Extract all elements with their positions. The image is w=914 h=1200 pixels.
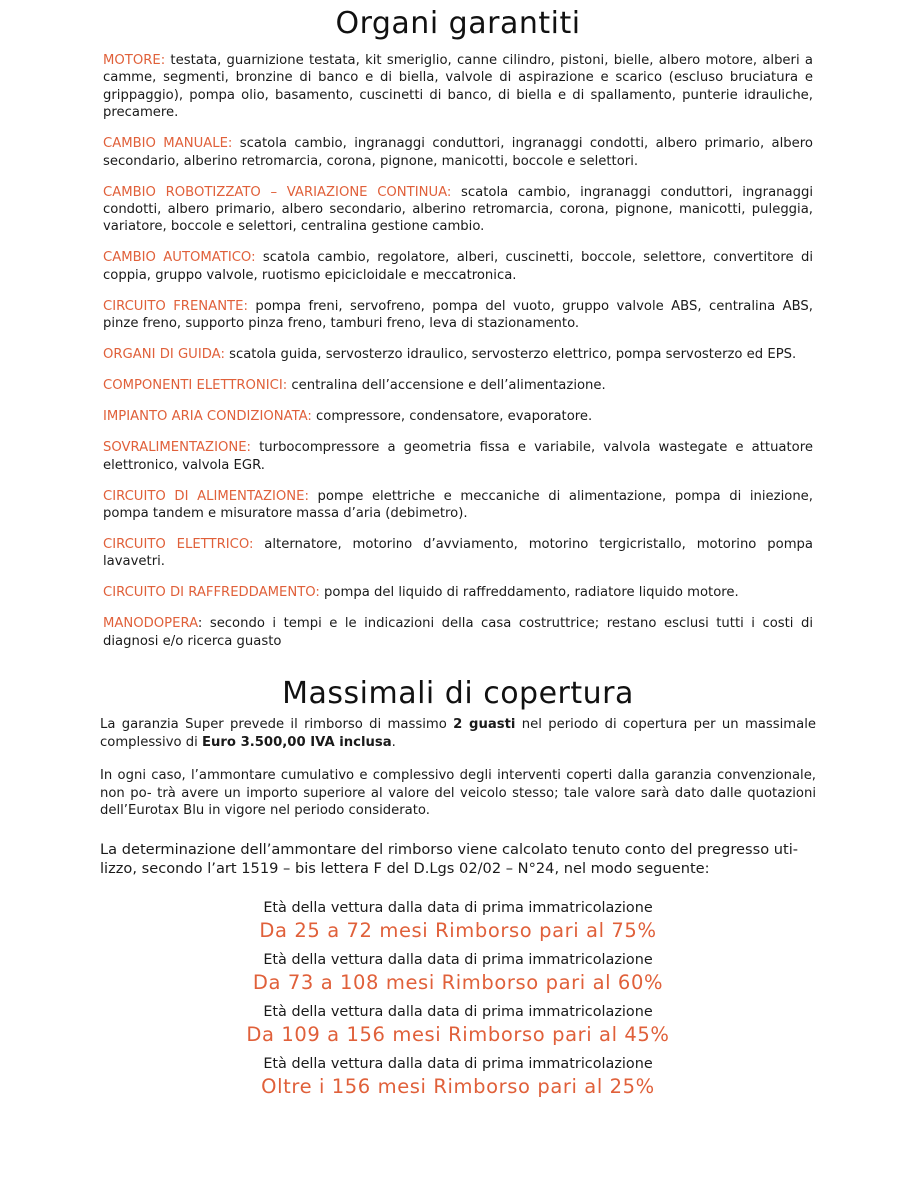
tier-value: Oltre i 156 mesi Rimborso pari al 25% (261, 1075, 655, 1099)
tier-value: Da 73 a 108 mesi Rimborso pari al 60% (252, 971, 664, 995)
section-text: scatola cambio, ingranaggi conduttori, ingranaggi condotti, albero primario, albero secondario, alberino retromarcia, corona, pignone, manicotti, puleggia, variatore, boccole e selettori, centralina gestione cambio. (103, 184, 814, 235)
tier-value: Da 25 a 72 mesi Rimborso pari al 75% (259, 919, 657, 943)
covered-section (103, 298, 813, 333)
section-label: ORGANI DI GUIDA: (103, 347, 225, 363)
tier-caption: Età della vettura dalla data di prima immatricolazione (263, 900, 653, 917)
refund-tier (103, 950, 813, 996)
refund-tiers (103, 898, 813, 1100)
refund-tier (103, 1054, 813, 1100)
section-text: scatola guida, servosterzo idraulico, servosterzo elettrico, pompa servosterzo ed EPS. (224, 347, 797, 363)
section-label: MOTORE: (103, 53, 166, 68)
covered-section (103, 377, 813, 394)
refund-tier (103, 898, 813, 944)
coverage-paragraph-1: La garanzia Super prevede il rimborso di massimo 2 guasti nel periodo di copertura per un massimale complessivo di Euro 3.500,00 IVA inclusa. (100, 717, 816, 750)
section-label: CAMBIO MANUALE: (103, 136, 233, 152)
section-label: CAMBIO ROBOTIZZATO – VARIAZIONE CONTINUA: (103, 184, 452, 200)
section-label: CIRCUITO DI RAFFREDDAMENTO: (103, 585, 320, 601)
document-page (100, 0, 816, 1106)
section-text: pompe elettriche e meccaniche di alimentazione, pompa di iniezione, pompa tandem e misuratore massa d’aria (debimetro). (103, 488, 813, 522)
section-text: pompa del liquido di raffreddamento, radiatore liquido motore. (319, 585, 739, 601)
section-text: testata, guarnizione testata, kit smeriglio, canne cilindro, pistoni, bielle, albero motore, alberi a camme, segmenti, bronzine di banco e di biella, valvole di aspirazione e scarico (escluso bruciatura e grippaggio), pompa olio, basamento, cuscinetti di banco, di biella e di spallamento, punterie idrauliche, precamere. (103, 53, 813, 121)
coverage-title: Massimali di copertura (282, 676, 634, 712)
covered-section (103, 584, 813, 601)
section-text: pompa freni, servofreno, pompa del vuoto, gruppo valvole ABS, centralina ABS, pinze freno, supporto pinza freno, tamburi freno, leva di stazionamento. (103, 298, 813, 332)
section-label: CIRCUITO FRENANTE: (103, 298, 248, 314)
covered-section (103, 536, 813, 571)
covered-section (103, 135, 813, 170)
covered-section (103, 408, 813, 425)
covered-section (103, 346, 813, 363)
section-text: alternatore, motorino d’avviamento, motorino tergicristallo, motorino pompa lavavetri. (103, 537, 813, 570)
coverage-paragraph-2: In ogni caso, l’ammontare cumulativo e complessivo degli interventi coperti dalla garanzia convenzionale, non po- trà avere un importo superiore al valore del veicolo stesso; tale valore sarà dato dalle quotazioni dell’Eurotax Blu in vigore nel periodo considerato. (100, 768, 816, 818)
covered-section (103, 488, 813, 523)
section-text: centralina dell’accensione e dell’alimentazione. (287, 378, 606, 394)
section-label: CIRCUITO ELETTRICO: (103, 537, 254, 553)
page-title: Organi garantiti (335, 6, 581, 41)
section-label: MANODOPERA (103, 616, 198, 632)
section-text: compressore, condensatore, evaporatore. (311, 409, 593, 425)
tier-caption: Età della vettura dalla data di prima immatricolazione (263, 1004, 653, 1021)
coverage-paragraph-3: La determinazione dell’ammontare del rimborso viene calcolato tenuto conto del pregresso uti- lizzo, secondo l’art 1519 – bis lettera F del D.Lgs 02/02 – N°24, nel modo seguente: (100, 841, 799, 877)
tier-value: Da 109 a 156 mesi Rimborso pari al 45% (246, 1023, 670, 1047)
tier-caption: Età della vettura dalla data di prima immatricolazione (263, 952, 653, 969)
section-text: scatola cambio, regolatore, alberi, cuscinetti, boccole, selettore, convertitore di coppia, gruppo valvole, ruotismo epicicloidale e meccatronica. (103, 250, 813, 283)
covered-section (103, 184, 813, 236)
section-label: CAMBIO AUTOMATICO: (103, 250, 256, 266)
section-label: SOVRALIMENTAZIONE: (103, 440, 251, 456)
covered-section (103, 615, 813, 650)
section-label: IMPIANTO ARIA CONDIZIONATA: (103, 409, 312, 425)
section-text: turbocompressore a geometria fissa e variabile, valvola wastegate e attuatore elettronico, valvola EGR. (103, 440, 813, 473)
section-label: CIRCUITO DI ALIMENTAZIONE: (103, 488, 309, 504)
section-text: scatola cambio, ingranaggi conduttori, ingranaggi condotti, albero primario, albero secondario, alberino retromarcia, corona, pignone, manicotti, boccole e selettori. (103, 136, 813, 169)
covered-section (103, 249, 813, 284)
covered-section (103, 52, 813, 122)
refund-tier (103, 1002, 813, 1048)
section-label: COMPONENTI ELETTRONICI: (103, 378, 288, 394)
tier-caption: Età della vettura dalla data di prima immatricolazione (263, 1056, 653, 1073)
covered-section (103, 439, 813, 474)
section-text: : secondo i tempi e le indicazioni della casa costruttrice; restano esclusi tutti i costi di diagnosi e/o ricerca guasto (103, 616, 813, 649)
covered-parts-list (103, 52, 813, 650)
